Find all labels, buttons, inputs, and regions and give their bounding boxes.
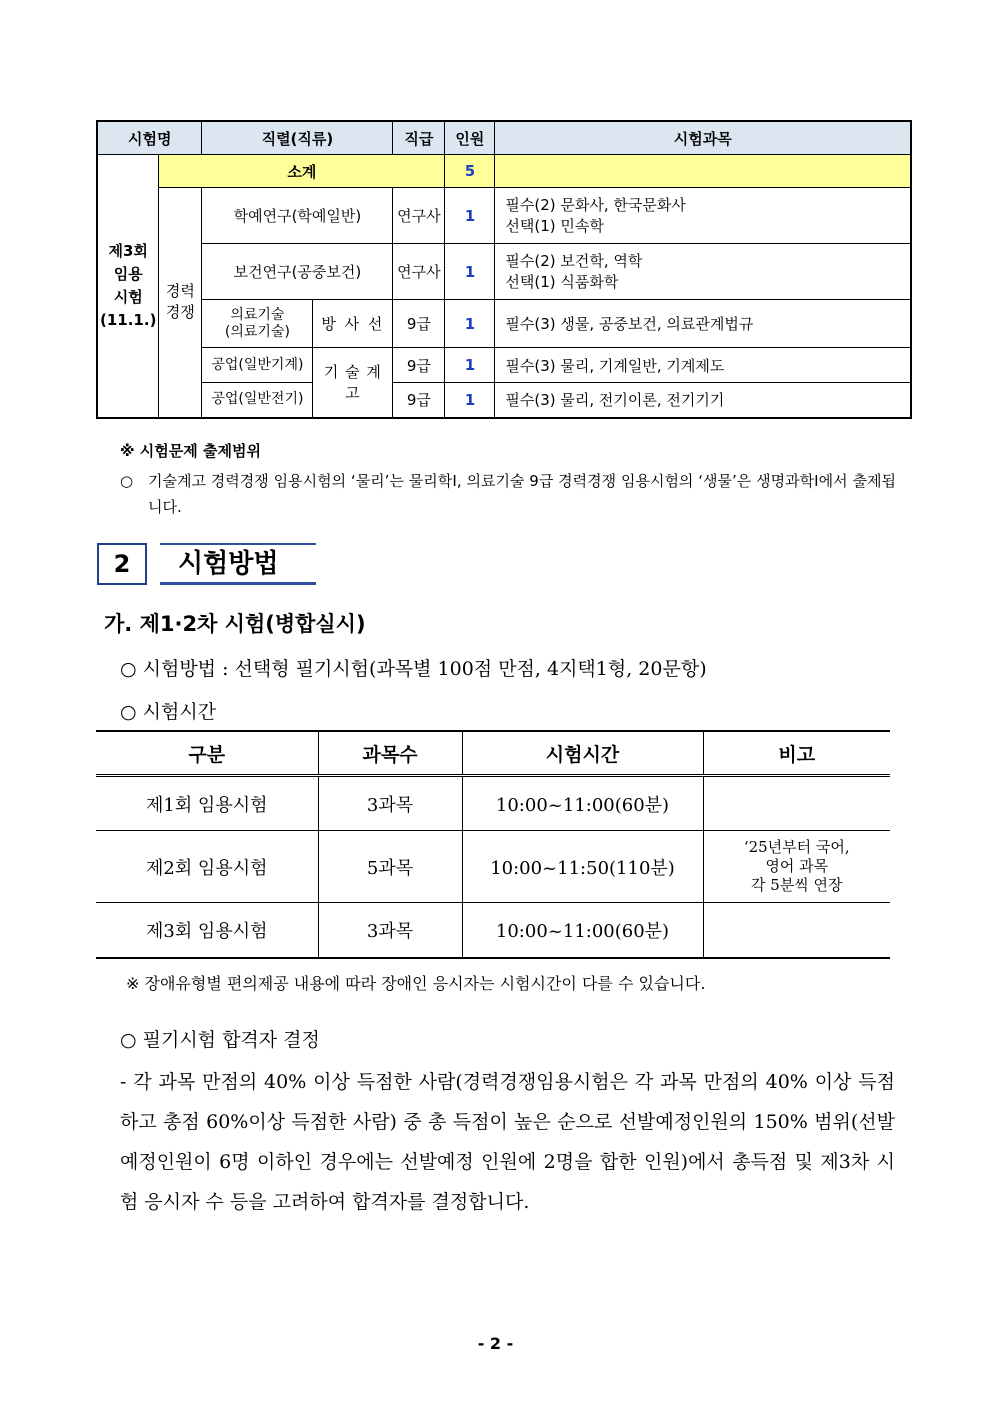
table-row (97, 188, 911, 244)
grade-cell: 9급 (393, 348, 445, 383)
count-cell: 1 (445, 300, 495, 348)
subtotal-count: 5 (445, 155, 495, 188)
header-remark: 비고 (703, 731, 890, 776)
subsection-title: 가. 제1·2차 시험(병합실시) (104, 612, 366, 636)
series-cell: 공업(일반기계) (202, 348, 313, 383)
category-cell: 경력 경쟁 (159, 188, 202, 418)
series-cell: 공업(일반전기) (202, 383, 313, 418)
table-header-row (96, 731, 890, 776)
remark: ‘25년부터 국어, 영어 과목 각 5분씩 연장 (703, 831, 890, 903)
table-row (97, 348, 911, 383)
count-cell: 1 (445, 348, 495, 383)
exam-subjects-table (96, 120, 912, 419)
pass-title: ○ 필기시험 합격자 결정 (120, 1029, 320, 1051)
subjects-cell: 필수(3) 물리, 기계일반, 기계제도 (495, 348, 911, 383)
series-cell: 의료기술 (의료기술) (202, 300, 313, 348)
bullet-icon: ○ (120, 472, 134, 490)
table-row (96, 903, 890, 958)
grade-cell: 연구사 (393, 188, 445, 244)
subtotal-row (97, 155, 911, 188)
round-name: 제1회 임용시험 (96, 776, 318, 831)
table-row (96, 776, 890, 831)
header-subject-count: 과목수 (318, 731, 462, 776)
subject-count: 3과목 (318, 903, 462, 958)
sub-series-cell: 기 술 계 고 (313, 348, 393, 418)
table-row (96, 831, 890, 903)
table-row (97, 300, 911, 348)
exam-name-cell: 제3회 임용 시험 (11.1.) (97, 155, 159, 418)
page-number: - 2 - (477, 1334, 514, 1353)
subject-count: 5과목 (318, 831, 462, 903)
exam-time-label: ○ 시험시간 (120, 701, 217, 723)
header-exam-name: 시험명 (97, 121, 202, 155)
sub-series-cell: 방 사 선 (313, 300, 393, 348)
count-cell: 1 (445, 383, 495, 418)
series-cell: 보건연구(공중보건) (202, 244, 393, 300)
scope-note-title: ※ 시험문제 출제범위 (120, 442, 261, 460)
exam-time: 10:00~11:00(60분) (462, 903, 703, 958)
subtotal-blank (495, 155, 911, 188)
exam-time: 10:00~11:00(60분) (462, 776, 703, 831)
scope-note-text: 기술계고 경력경쟁 임용시험의 ‘물리’는 물리학Ⅰ, 의료기술 9급 경력경쟁 임용시험의 ‘생물’은 생명과학Ⅰ에서 출제됩니다. (148, 472, 896, 516)
grade-cell: 연구사 (393, 244, 445, 300)
section-title: 시험방법 (160, 543, 316, 585)
exam-time-table (96, 730, 890, 959)
subjects-cell: 필수(2) 문화사, 한국문화사 선택(1) 민속학 (495, 188, 911, 244)
subjects-cell: 필수(3) 생물, 공중보건, 의료관계법규 (495, 300, 911, 348)
round-name: 제2회 임용시험 (96, 831, 318, 903)
disability-note: ※ 장애유형별 편의제공 내용에 따라 장애인 응시자는 시험시간이 다를 수 있습니다. (126, 974, 706, 993)
section-number: 2 (97, 543, 147, 585)
pass-criteria-text: - 각 과목 만점의 40% 이상 득점한 사람(경력경쟁임용시험은 각 과목 만점의 40% 이상 득점하고 총점 60%이상 득점한 사람) 중 총 득점이 높은 순으로 선발예정인원의 150% 범위(선발예정인원이 6명 이하인 경우에는 선발예정 인원에 2명을 합한 인원)에서 총득점 및 제3차 시험 응시자 수 등을 고려하여 합격자를 결정합니다. (120, 1071, 895, 1213)
remark (703, 903, 890, 958)
table-row (97, 383, 911, 418)
header-grade: 직급 (393, 121, 445, 155)
header-category: 구분 (96, 731, 318, 776)
remark (703, 776, 890, 831)
table-row (97, 244, 911, 300)
exam-time: 10:00~11:50(110분) (462, 831, 703, 903)
count-cell: 1 (445, 188, 495, 244)
subjects-cell: 필수(3) 물리, 전기이론, 전기기기 (495, 383, 911, 418)
table-header-row (97, 121, 911, 155)
header-exam-time: 시험시간 (462, 731, 703, 776)
header-subjects: 시험과목 (495, 121, 911, 155)
subtotal-label: 소계 (159, 155, 445, 188)
header-count: 인원 (445, 121, 495, 155)
header-series: 직렬(직류) (202, 121, 393, 155)
subjects-cell: 필수(2) 보건학, 역학 선택(1) 식품화학 (495, 244, 911, 300)
series-cell: 학예연구(학예일반) (202, 188, 393, 244)
grade-cell: 9급 (393, 383, 445, 418)
subject-count: 3과목 (318, 776, 462, 831)
grade-cell: 9급 (393, 300, 445, 348)
exam-method-line: ○ 시험방법 : 선택형 필기시험(과목별 100점 만점, 4지택1형, 20문항) (120, 658, 707, 680)
round-name: 제3회 임용시험 (96, 903, 318, 958)
count-cell: 1 (445, 244, 495, 300)
